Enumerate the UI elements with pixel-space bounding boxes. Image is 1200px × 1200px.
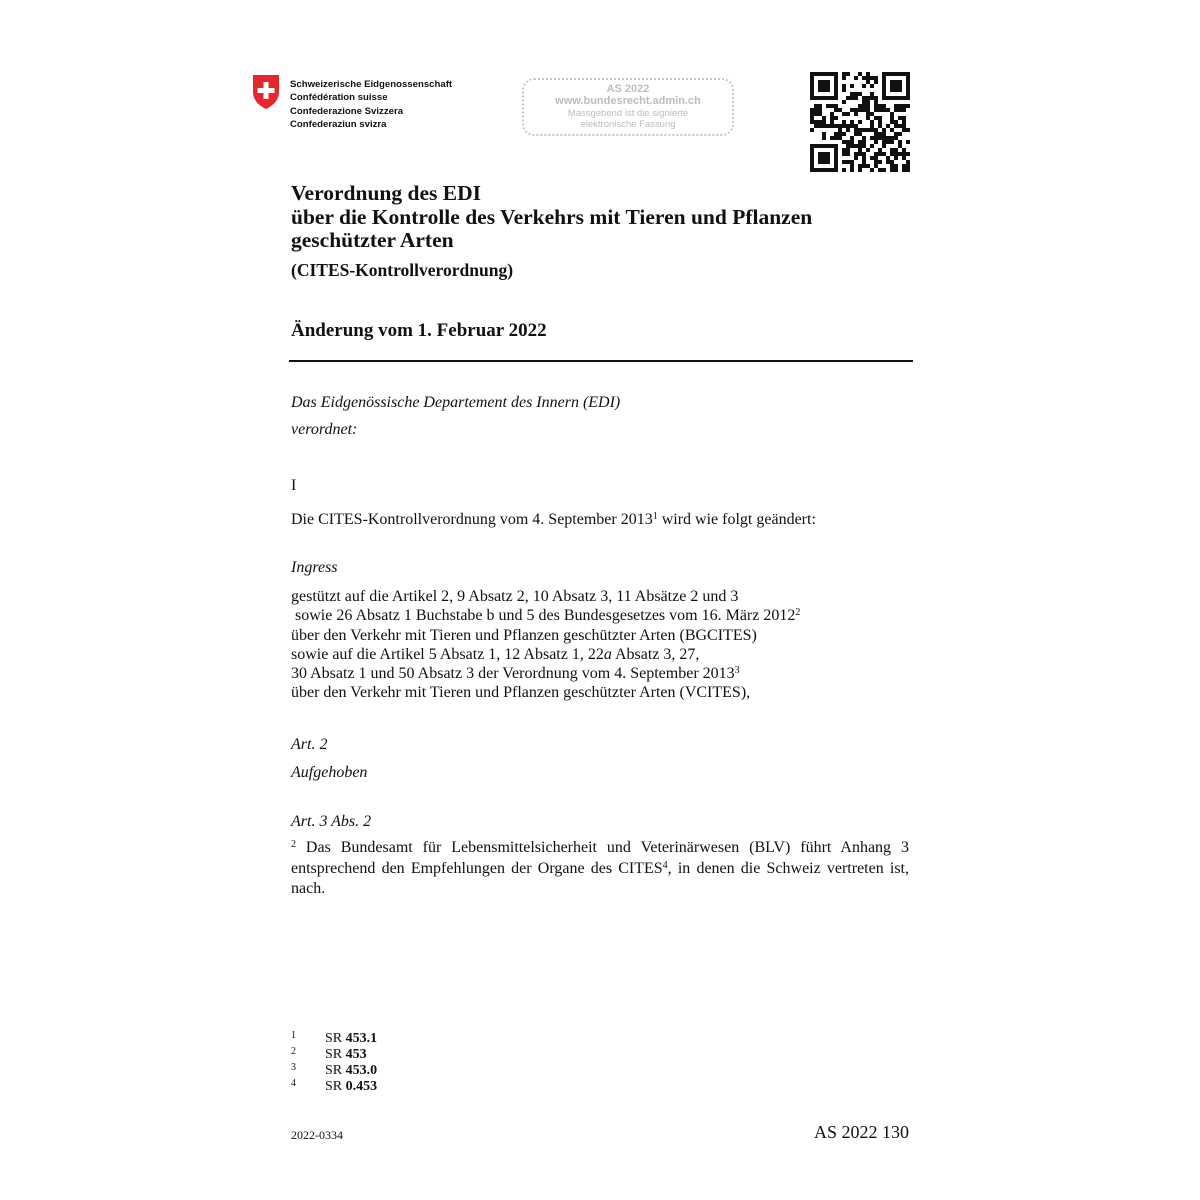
art3-paragraph — [291, 838, 909, 900]
stamp-as-year: AS 2022 — [606, 83, 650, 95]
sr-reference[interactable]: 453.1 — [345, 1031, 378, 1046]
title-divider — [289, 360, 913, 362]
footnote-text: SR 453 — [325, 1047, 367, 1062]
footnote-ref-1[interactable]: 1 — [652, 511, 658, 522]
title-line-2: über die Kontrolle des Verkehrs mit Tieren und Pflanzen — [291, 204, 813, 229]
footnote-ref-4[interactable]: 4 — [662, 859, 668, 871]
ingress-line-2-text: sowie 26 Absatz 1 Buchstabe b und 5 des Bundesgesetzes vom 16. März 2012 — [291, 607, 796, 625]
footnote-number: 2 — [291, 1046, 296, 1057]
footnote-1 — [291, 1031, 377, 1047]
footnote-text: SR 453.1 — [325, 1031, 378, 1046]
paragraph-number: 2 — [291, 839, 296, 850]
swiss-coat-of-arms-icon — [252, 74, 280, 110]
footnote-4 — [291, 1079, 377, 1095]
amendment-date: Änderung vom 1. Februar 2022 — [291, 320, 547, 341]
ingress-line-4-letter: a — [603, 645, 612, 663]
federation-name-de: Schweizerische Eidgenossenschaft — [290, 79, 453, 90]
federation-name-rm: Confederaziun svizra — [290, 119, 387, 131]
footnote-number: 3 — [291, 1062, 296, 1073]
art2-status: Aufgehoben — [291, 764, 368, 781]
footnotes — [291, 1031, 377, 1095]
ingress-body — [291, 587, 800, 703]
ingress-heading: Ingress — [291, 559, 338, 576]
intro-text-end: wird wie folgt geändert: — [657, 511, 816, 528]
footnote-number: 4 — [291, 1078, 296, 1089]
document-id: 2022-0334 — [291, 1128, 343, 1142]
art3-text-b: , in denen die Schweiz vertreten ist, nach. — [291, 859, 909, 897]
footnote-number: 1 — [291, 1030, 296, 1041]
title-line-3: geschützter Arten — [291, 228, 454, 252]
publication-stamp — [522, 78, 734, 136]
ingress-line-4-c: Absatz 3, 27, — [611, 645, 700, 663]
document-title — [291, 182, 911, 281]
title-short-form: (CITES-Kontrollverordnung) — [291, 259, 514, 280]
ingress-line-6: über den Verkehr mit Tieren und Pflanzen geschützter Arten (VCITES), — [291, 684, 751, 702]
ingress-line-1: gestützt auf die Artikel 2, 9 Absatz 2, 10 Absatz 3, 11 Absätze 2 und 3 — [291, 588, 739, 605]
art2-heading: Art. 2 — [291, 736, 328, 753]
ingress-line-5-text: 30 Absatz 1 und 50 Absatz 3 der Verordnung vom 4. September 2013 — [291, 665, 735, 683]
stamp-note-2: elektronische Fassung — [580, 119, 676, 130]
ingress-line-3: über den Verkehr mit Tieren und Pflanzen geschützter Arten (BGCITES) — [291, 626, 757, 644]
preamble-verb: verordnet: — [291, 421, 358, 438]
footnote-text: SR 453.0 — [325, 1063, 378, 1078]
federation-name-it: Confederazione Svizzera — [290, 105, 404, 117]
federation-names — [290, 78, 452, 132]
intro-text: Die CITES-Kontrollverordnung vom 4. September 2013 — [291, 511, 653, 528]
footnote-text: SR 0.453 — [325, 1079, 378, 1094]
footnote-3 — [291, 1063, 377, 1079]
ingress-line-2 — [291, 606, 800, 625]
title-line-1: Verordnung des EDI — [291, 181, 481, 205]
stamp-note-1: Massgebend ist die signierte — [567, 108, 689, 119]
sr-reference[interactable]: 453.0 — [345, 1063, 378, 1078]
art3-text-a: Das Bundesamt für Lebensmittelsicherheit und Veterinärwesen (BLV) führt Anhang 3 entsprechend den Empfehlungen der Organe des CITES — [291, 839, 909, 877]
art3-heading: Art. 3 Abs. 2 — [291, 813, 372, 830]
qr-code-icon — [810, 72, 910, 172]
sr-reference[interactable]: 453 — [345, 1047, 367, 1062]
section-number: I — [291, 477, 297, 494]
footnote-ref-2[interactable]: 2 — [795, 607, 801, 619]
footnote-2 — [291, 1047, 377, 1063]
ingress-line-4-a: sowie auf die Artikel 5 Absatz 1, 12 Absatz 1, 22 — [291, 645, 604, 663]
ingress-line-4 — [291, 645, 800, 664]
as-reference: AS 2022 130 — [813, 1122, 909, 1142]
federation-name-fr: Confédération suisse — [290, 92, 388, 104]
preamble-authority: Das Eidgenössische Departement des Innern (EDI) — [291, 394, 621, 411]
stamp-url: www.bundesrecht.admin.ch — [555, 95, 701, 107]
footnote-ref-3[interactable]: 3 — [734, 665, 740, 677]
amendment-intro — [291, 509, 816, 530]
sr-reference[interactable]: 0.453 — [345, 1079, 378, 1094]
ingress-line-5 — [291, 664, 800, 683]
